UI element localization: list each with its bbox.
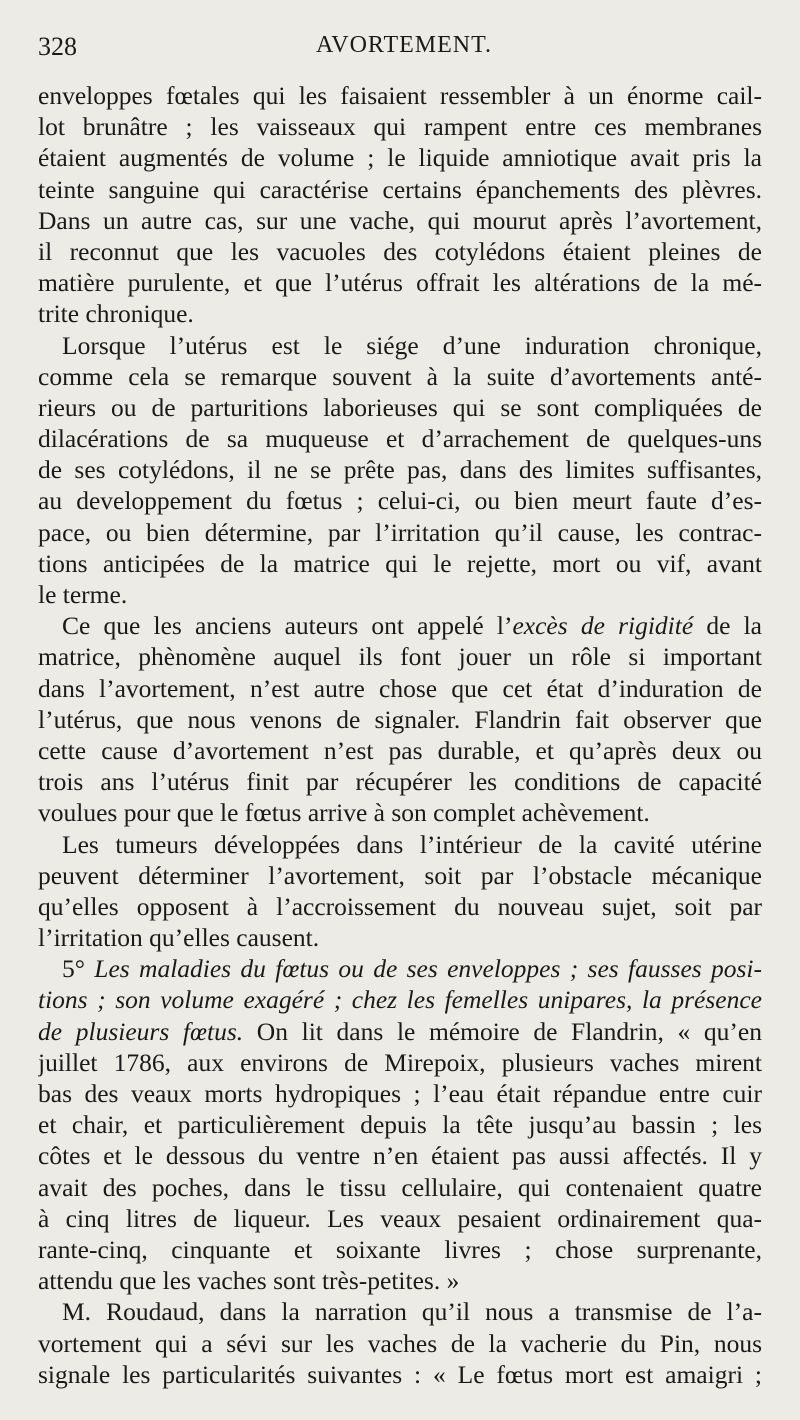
text-line: le terme. bbox=[38, 580, 128, 609]
text-line: M. Roudaud, dans la narration qu’il nous a transmise de l’a- bbox=[62, 1297, 762, 1327]
text-line: lot brunâtre ; les vaisseaux qui rampent entre ces membranes bbox=[38, 112, 762, 142]
text-line: matrice, phènomène auquel ils font jouer un rôle si important bbox=[38, 642, 762, 672]
text-line: rante-cinq, cinquante et soixante livres ; chose surprenante, bbox=[38, 1234, 762, 1264]
text-line: dans l’avortement, n’est autre chose que cet état d’induration de bbox=[38, 673, 762, 703]
page-number: 328 bbox=[38, 32, 77, 61]
text-line: Dans un autre cas, sur une vache, qui mourut après l’avortement, bbox=[38, 205, 762, 235]
text-line: vortement qui a sévi sur les vaches de la vacherie du Pin, nous bbox=[38, 1328, 762, 1358]
text-segment: 5° bbox=[62, 954, 95, 984]
text-line: il reconnut que les vacuoles des cotylédons étaient pleines de bbox=[38, 236, 762, 266]
text-line: signale les particularités suivantes : « Le fœtus mort est amaigri ; bbox=[38, 1359, 762, 1389]
text-line bbox=[38, 984, 762, 1015]
text-line: teinte sanguine qui caractérise certains épanchements des plèvres. bbox=[38, 174, 762, 204]
italic-heading: Les maladies du fœtus ou de ses enveloppes ; ses fausses posi- bbox=[94, 954, 762, 984]
text-line: cette cause d’avortement n’est pas durable, et qu’après deux ou bbox=[38, 735, 762, 765]
text-line: Les tumeurs développées dans l’intérieur de la cavité utérine bbox=[62, 829, 762, 859]
text-line bbox=[38, 953, 762, 984]
text-line: l’utérus, que nous venons de signaler. Flandrin fait observer que bbox=[38, 704, 762, 734]
text-line: et chair, et particulièrement depuis la tête jusqu’au bassin ; les bbox=[38, 1110, 762, 1140]
body-text bbox=[38, 80, 762, 1390]
text-line: pace, ou bien détermine, par l’irritation qu’il cause, les contrac- bbox=[38, 517, 762, 547]
page-header bbox=[38, 32, 770, 62]
text-line: étaient augmentés de volume ; le liquide amniotique avait pris la bbox=[38, 143, 762, 173]
running-title: AVORTEMENT. bbox=[316, 32, 492, 58]
text-segment: Ce que les anciens auteurs ont appelé l’ bbox=[62, 611, 513, 641]
text-line: rieurs ou de parturitions laborieuses qui se sont compliquées de bbox=[38, 392, 762, 422]
text-line bbox=[38, 1016, 762, 1047]
text-line: matière purulente, et que l’utérus offrait les altérations de la mé- bbox=[38, 268, 762, 298]
text-line: avait des poches, dans le tissu cellulaire, qui contenaient quatre bbox=[38, 1172, 762, 1202]
text-line: trois ans l’utérus finit par récupérer les conditions de capacité bbox=[38, 767, 762, 797]
text-line bbox=[38, 610, 762, 641]
italic-term: excès de rigidité bbox=[512, 611, 694, 641]
text-segment: On lit dans le mémoire de Flandrin, « qu’en bbox=[243, 1016, 762, 1046]
text-line: attendu que les vaches sont très-petites. » bbox=[38, 1266, 460, 1296]
text-line: dilacérations de sa muqueuse et d’arrachement de quelques-uns bbox=[38, 424, 762, 454]
text-line: voulues pour que le fœtus arrive à son complet achèvement. bbox=[38, 798, 650, 828]
text-line: comme cela se remarque souvent à la suite d’avortements anté- bbox=[38, 361, 762, 391]
text-line: bas des veaux morts hydropiques ; l’eau était répandue entre cuir bbox=[38, 1079, 762, 1108]
text-line: trite chronique. bbox=[38, 299, 194, 329]
text-line: juillet 1786, aux environs de Mirepoix, plusieurs vaches mirent bbox=[38, 1047, 762, 1077]
text-line: qu’elles opposent à l’accroissement du nouveau sujet, soit par bbox=[38, 891, 762, 921]
text-line: au developpement du fœtus ; celui-ci, ou bien meurt faute d’es- bbox=[38, 486, 762, 516]
text-line: tions anticipées de la matrice qui le rejette, mort ou vif, avant bbox=[38, 548, 762, 578]
italic-heading: tions ; son volume exagéré ; chez les femelles unipares, la présence bbox=[38, 985, 762, 1015]
text-line: côtes et le dessous du ventre n’en étaient pas aussi affectés. Il y bbox=[38, 1141, 762, 1171]
text-line: Lorsque l’utérus est le siége d’une induration chronique, bbox=[62, 330, 762, 360]
text-line: de ses cotylédons, il ne se prête pas, dans des limites suffisantes, bbox=[38, 455, 762, 485]
italic-heading: de plusieurs fœtus. bbox=[38, 1016, 244, 1046]
text-line: enveloppes fœtales qui les faisaient ressembler à un énorme cail- bbox=[38, 81, 762, 110]
text-segment: de la bbox=[693, 611, 762, 641]
text-line: peuvent déterminer l’avortement, soit par l’obstacle mécanique bbox=[38, 860, 762, 890]
text-line: l’irritation qu’elles causent. bbox=[38, 923, 320, 953]
text-line: à cinq litres de liqueur. Les veaux pesaient ordinairement qua- bbox=[38, 1203, 762, 1233]
